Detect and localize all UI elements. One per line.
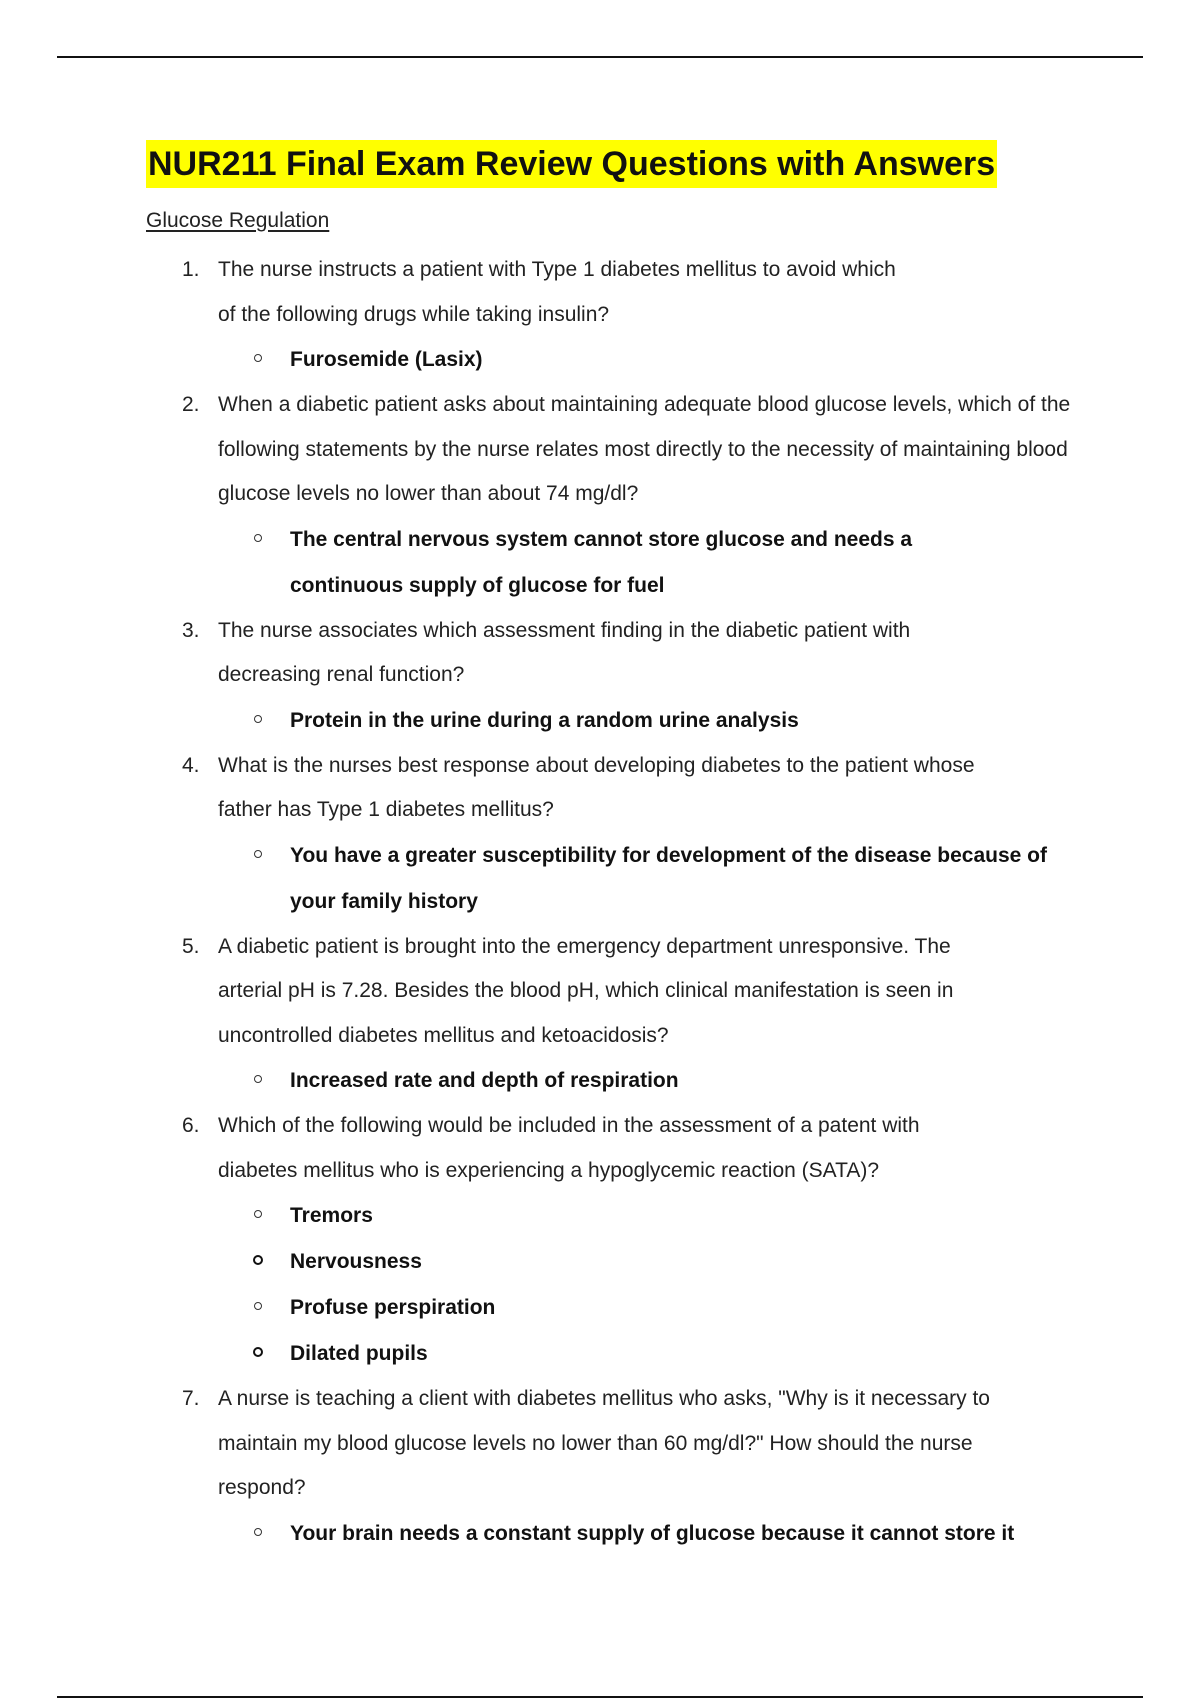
question-list <box>146 248 1086 1557</box>
question-text: What is the nurses best response about developing diabetes to the patient whose father has Type 1 diabetes mellitus? <box>218 753 975 821</box>
answer-item <box>146 517 1086 609</box>
question-text: The nurse associates which assessment finding in the diabetic patient with decreasing renal function? <box>218 618 911 686</box>
page-title: NUR211 Final Exam Review Questions with Answers <box>146 140 997 188</box>
answer-text: Dilated pupils <box>290 1342 428 1365</box>
answer-item <box>146 1193 1086 1239</box>
question-item <box>146 248 1086 383</box>
bold-circle-bullet-icon <box>253 1255 263 1265</box>
answer-list <box>218 517 1086 609</box>
question-text: A nurse is teaching a client with diabetes mellitus who asks, "Why is it necessary to maintain my blood glucose levels no lower than 60 mg/dl?" How should the nurse respond? <box>218 1387 990 1499</box>
answer-text: Furosemide (Lasix) <box>290 348 483 371</box>
question-text: A diabetic patient is brought into the emergency department unresponsive. The arterial pH is 7.28. Besides the blood pH, which clinical manifestation is seen in uncontrolled diabetes mellitus and ketoacidosis? <box>218 934 954 1047</box>
document-body <box>146 140 1086 1557</box>
question-text: When a diabetic patient asks about maintaining adequate blood glucose levels, which of the following statements by the nurse relates most directly to the necessity of maintaining blood glucose levels no lower than about 74 mg/dl? <box>218 393 1071 505</box>
answer-list <box>218 337 1086 383</box>
question-number: 1. <box>182 258 200 281</box>
answer-item <box>146 1331 1086 1377</box>
answer-text: Nervousness <box>290 1250 422 1273</box>
question-number: 7. <box>182 1387 200 1410</box>
answer-item <box>146 337 1086 383</box>
question-item <box>146 925 1086 1105</box>
answer-text: The central nervous system cannot store glucose and needs a continuous supply of glucose for fuel <box>290 527 913 597</box>
question-item <box>146 609 1086 744</box>
hollow-circle-bullet-icon <box>254 1210 262 1218</box>
bottom-rule <box>57 1696 1143 1698</box>
hollow-circle-bullet-icon <box>254 1302 262 1310</box>
question-number: 2. <box>182 393 200 416</box>
answer-list <box>218 1511 1086 1557</box>
answer-item <box>146 1285 1086 1331</box>
section-heading: Glucose Regulation <box>146 209 330 232</box>
answer-item <box>146 1058 1086 1104</box>
question-item <box>146 1377 1086 1557</box>
answer-list <box>218 698 1086 744</box>
answer-text: Your brain needs a constant supply of glucose because it cannot store it <box>290 1521 1015 1545</box>
question-number: 3. <box>182 618 200 642</box>
question-item <box>146 1104 1086 1377</box>
top-rule <box>57 56 1143 58</box>
hollow-circle-bullet-icon <box>254 850 262 858</box>
answer-text: You have a greater susceptibility for development of the disease because of your family history <box>290 843 1048 913</box>
question-item <box>146 744 1086 925</box>
answer-text: Increased rate and depth of respiration <box>290 1069 679 1092</box>
hollow-circle-bullet-icon <box>254 1528 262 1536</box>
question-text: Which of the following would be included in the assessment of a patent with diabetes mellitus who is experiencing a hypoglycemic reaction (SATA)? <box>218 1114 920 1182</box>
question-number: 6. <box>182 1114 200 1137</box>
answer-text: Profuse perspiration <box>290 1296 496 1319</box>
answer-item <box>146 1239 1086 1285</box>
answer-text: Tremors <box>290 1204 373 1227</box>
answer-list <box>218 1058 1086 1104</box>
hollow-circle-bullet-icon <box>254 1075 262 1083</box>
answer-list <box>218 833 1086 925</box>
title-block <box>146 140 1086 192</box>
question-number: 4. <box>182 753 200 777</box>
bold-circle-bullet-icon <box>253 1347 263 1357</box>
question-number: 5. <box>182 934 200 958</box>
answer-item <box>146 833 1086 925</box>
hollow-circle-bullet-icon <box>254 534 262 542</box>
question-item <box>146 383 1086 609</box>
answer-item <box>146 698 1086 744</box>
answer-list <box>218 1193 1086 1377</box>
hollow-circle-bullet-icon <box>254 354 262 362</box>
answer-item <box>146 1511 1086 1557</box>
question-text: The nurse instructs a patient with Type 1 diabetes mellitus to avoid which of the following drugs while taking insulin? <box>218 258 896 326</box>
hollow-circle-bullet-icon <box>254 715 262 723</box>
answer-text: Protein in the urine during a random urine analysis <box>290 708 799 732</box>
